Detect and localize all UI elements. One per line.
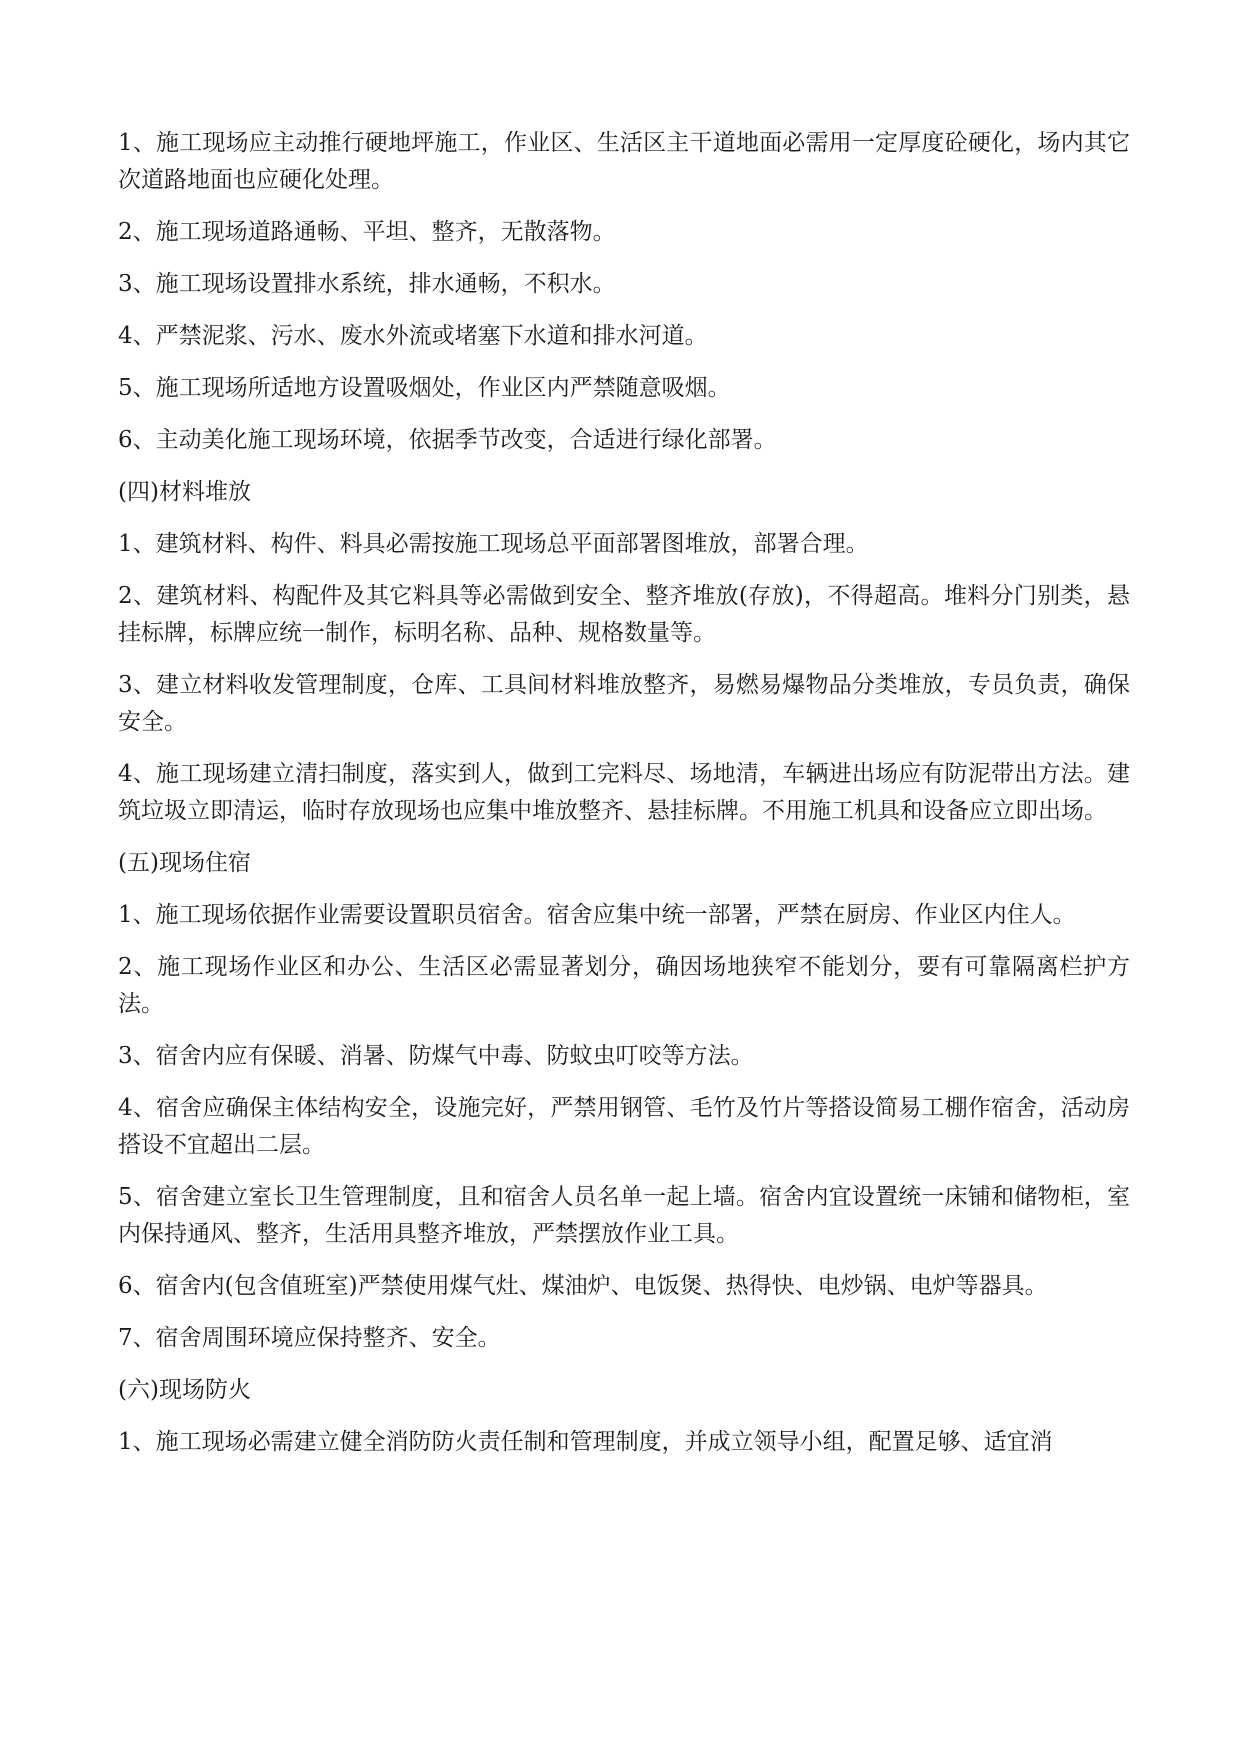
- paragraph: 3、施工现场设置排水系统，排水通畅，不积水。: [118, 271, 616, 297]
- paragraph: 4、施工现场建立清扫制度，落实到人，做到工完料尽、场地清，车辆进出场应有防泥带出方法。建筑垃圾立即清运，临时存放现场也应集中堆放整齐、悬挂标牌。不用施工机具和设备应立即出场。: [118, 761, 1130, 824]
- section-heading: (五)现场住宿: [118, 850, 251, 876]
- paragraph: 4、宿舍应确保主体结构安全，设施完好，严禁用钢管、毛竹及竹片等搭设简易工棚作宿舍，活动房搭设不宜超出二层。: [118, 1095, 1130, 1158]
- paragraph: 3、宿舍内应有保暖、消暑、防煤气中毒、防蚊虫叮咬等方法。: [118, 1043, 754, 1069]
- paragraph: 5、宿舍建立室长卫生管理制度，且和宿舍人员名单一起上墙。宿舍内宜设置统一床铺和储物柜，室内保持通风、整齐，生活用具整齐堆放，严禁摆放作业工具。: [118, 1184, 1130, 1247]
- paragraph: 1、建筑材料、构件、料具必需按施工现场总平面部署图堆放，部署合理。: [118, 531, 869, 557]
- paragraph: 2、建筑材料、构配件及其它料具等必需做到安全、整齐堆放(存放)，不得超高。堆料分门别类，悬挂标牌，标牌应统一制作，标明名称、品种、规格数量等。: [118, 583, 1130, 646]
- paragraph: 1、施工现场必需建立健全消防防火责任制和管理制度，并成立领导小组，配置足够、适宜消: [118, 1429, 1053, 1455]
- paragraph: 7、宿舍周围环境应保持整齐、安全。: [118, 1325, 501, 1351]
- paragraph: 2、施工现场道路通畅、平坦、整齐，无散落物。: [118, 219, 616, 245]
- paragraph: 6、宿舍内(包含值班室)严禁使用煤气灶、煤油炉、电饭煲、热得快、电炒锅、电炉等器具。: [118, 1273, 1048, 1299]
- paragraph: 3、建立材料收发管理制度，仓库、工具间材料堆放整齐，易燃易爆物品分类堆放，专员负责，确保安全。: [118, 672, 1130, 735]
- paragraph: 1、施工现场依据作业需要设置职员宿舍。宿舍应集中统一部署，严禁在厨房、作业区内住人。: [118, 902, 1076, 928]
- paragraph: 2、施工现场作业区和办公、生活区必需显著划分，确因场地狭窄不能划分，要有可靠隔离栏护方法。: [118, 954, 1130, 1017]
- paragraph: 6、主动美化施工现场环境，依据季节改变，合适进行绿化部署。: [118, 427, 777, 453]
- section-heading: (四)材料堆放: [118, 479, 251, 505]
- paragraph: 4、严禁泥浆、污水、废水外流或堵塞下水道和排水河道。: [118, 323, 708, 349]
- paragraph: 1、施工现场应主动推行硬地坪施工，作业区、生活区主干道地面必需用一定厚度砼硬化，场内其它次道路地面也应硬化处理。: [118, 130, 1130, 193]
- document-body: [118, 125, 1130, 1476]
- paragraph: 5、施工现场所适地方设置吸烟处，作业区内严禁随意吸烟。: [118, 375, 731, 401]
- section-heading: (六)现场防火: [118, 1377, 251, 1403]
